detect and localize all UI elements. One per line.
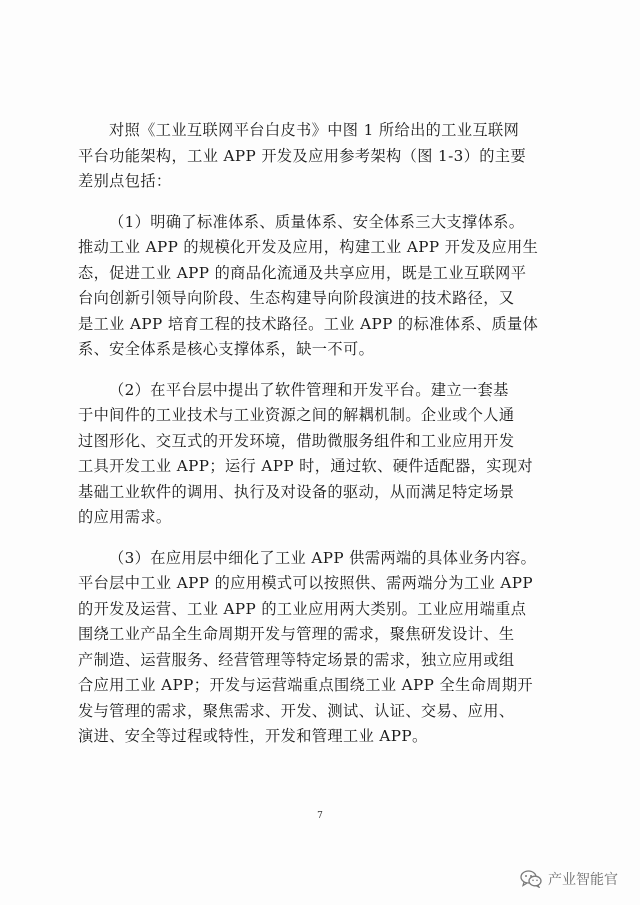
text-line: 台向创新引领导向阶段、生态构建导向阶段演进的技术路径，又 <box>78 289 515 307</box>
text-line: 产制造、运营服务、经营管理等特定场景的需求，独立应用或组 <box>78 650 515 669</box>
text-line: 的开发及运营、工业 APP 的工业应用两大类别。工业应用端重点 <box>78 599 527 618</box>
text-line: 演进、安全等过程或特性，开发和管理工业 APP。 <box>78 727 428 745</box>
text-line: 平台层中工业 APP 的应用模式可以按照供、需两端分为工业 APP <box>78 574 533 592</box>
wechat-icon <box>520 870 542 888</box>
text-line: 对照《工业互联网平台白皮书》中图 1 所给出的工业互联网 <box>109 121 520 139</box>
watermark-text: 产业智能官 <box>548 872 618 888</box>
text-line: （3）在应用层中细化了工业 APP 供需两端的具体业务内容。 <box>109 548 537 567</box>
page-number: 7 <box>317 811 323 821</box>
text-line: 围绕工业产品全生命周期开发与管理的需求，聚焦研发设计、生 <box>78 625 515 643</box>
text-line: 差别点包括： <box>78 172 172 190</box>
text-line: 于中间件的工业技术与工业资源之间的解耦机制。企业或个人通 <box>78 406 515 424</box>
watermark <box>520 869 618 889</box>
text-line: 工具开发工业 APP；运行 APP 时，通过软、硬件适配器，实现对 <box>78 457 533 475</box>
paragraph-intro <box>78 118 564 195</box>
paragraph-point-2 <box>78 378 564 531</box>
text-line: 过图形化、交互式的开发环境，借助微服务组件和工业应用开发 <box>78 431 515 450</box>
text-line: （2）在平台层中提出了软件管理和开发平台。建立一套基 <box>109 380 509 399</box>
text-line: 平台功能架构，工业 APP 开发及应用参考架构（图 1-3）的主要 <box>78 146 527 165</box>
text-line: 态，促进工业 APP 的商品化流通及共享应用，既是工业互联网平 <box>78 263 527 282</box>
paragraph-point-3 <box>78 546 564 750</box>
text-line: 基础工业软件的调用、执行及对设备的驱动，从而满足特定场景 <box>78 482 515 501</box>
text-line: 合应用工业 APP；开发与运营端重点围绕工业 APP 全生命周期开 <box>78 676 533 694</box>
text-line: 发与管理的需求，聚焦需求、开发、测试、认证、交易、应用、 <box>78 701 515 720</box>
document-body <box>78 118 564 765</box>
text-line: 系、安全体系是核心支撑体系，缺一不可。 <box>78 340 375 358</box>
text-line: 推动工业 APP 的规模化开发及应用，构建工业 APP 开发及应用生 <box>78 238 539 256</box>
text-line: 的应用需求。 <box>78 508 172 526</box>
text-line: 是工业 APP 培育工程的技术路径。工业 APP 的标准体系、质量体 <box>78 314 539 333</box>
paragraph-point-1 <box>78 210 564 363</box>
text-line: （1）明确了标准体系、质量体系、安全体系三大支撑体系。 <box>109 212 525 231</box>
